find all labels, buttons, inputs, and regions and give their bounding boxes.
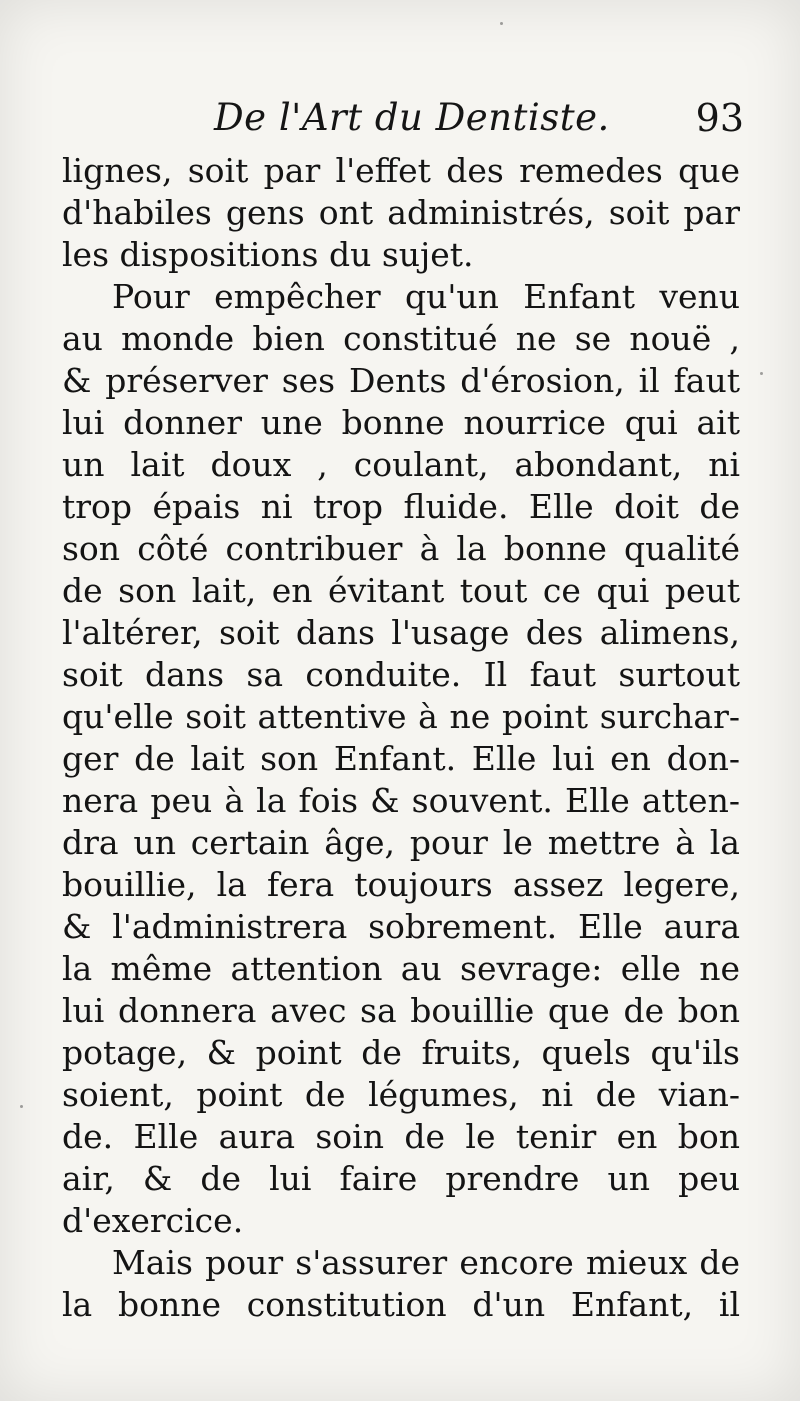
text-line: son côté contribuer à la bonne qualité xyxy=(62,529,740,568)
text-line: soit dans sa conduite. Il faut surtout xyxy=(62,655,740,694)
text-line: potage, & point de fruits, quels qu'ils xyxy=(62,1033,740,1072)
text-line: soient, point de légumes, ni de vian- xyxy=(62,1075,740,1114)
text-line: nera peu à la fois & souvent. Elle atten- xyxy=(62,781,740,820)
text-line: dra un certain âge, pour le mettre à la xyxy=(62,823,740,862)
paper-speck xyxy=(500,22,503,25)
text-line: & préserver ses Dents d'érosion, il faut xyxy=(62,361,740,400)
paper-speck xyxy=(760,372,763,375)
paper-speck xyxy=(20,1105,23,1108)
running-header xyxy=(214,96,744,146)
text-line: les dispositions du sujet. xyxy=(62,235,474,274)
body-text xyxy=(62,150,740,1326)
text-line: bouillie, la fera toujours assez legere, xyxy=(62,865,740,904)
text-line: lui donner une bonne nourrice qui ait xyxy=(62,403,740,442)
text-line: l'altérer, soit dans l'usage des alimens, xyxy=(62,613,740,652)
running-title: De l'Art du Dentiste. xyxy=(214,96,610,139)
text-line: au monde bien constitué ne se nouë , xyxy=(62,319,740,358)
text-line: trop épais ni trop fluide. Elle doit de xyxy=(62,487,740,526)
text-line: ger de lait son Enfant. Elle lui en don- xyxy=(62,739,740,778)
text-line: & l'administrera sobrement. Elle aura xyxy=(62,907,740,946)
page-number: 93 xyxy=(695,96,744,140)
text-line: de. Elle aura soin de le tenir en bon xyxy=(62,1117,740,1156)
text-line: la bonne constitution d'un Enfant, il xyxy=(62,1285,740,1324)
text-line: qu'elle soit attentive à ne point surchar- xyxy=(62,697,740,736)
paragraph-start-line: Mais pour s'assurer encore mieux de xyxy=(112,1243,740,1282)
text-line: la même attention au sevrage: elle ne xyxy=(62,949,740,988)
text-line: air, & de lui faire prendre un peu xyxy=(62,1159,740,1198)
text-line: un lait doux , coulant, abondant, ni xyxy=(62,445,740,484)
text-line: de son lait, en évitant tout ce qui peut xyxy=(62,571,740,610)
text-line: lignes, soit par l'effet des remedes que xyxy=(62,151,740,190)
text-line: d'exercice. xyxy=(62,1201,244,1240)
text-line: d'habiles gens ont administrés, soit par xyxy=(62,193,740,232)
paragraph-start-line: Pour empêcher qu'un Enfant venu xyxy=(112,277,740,316)
text-line: lui donnera avec sa bouillie que de bon xyxy=(62,991,740,1030)
